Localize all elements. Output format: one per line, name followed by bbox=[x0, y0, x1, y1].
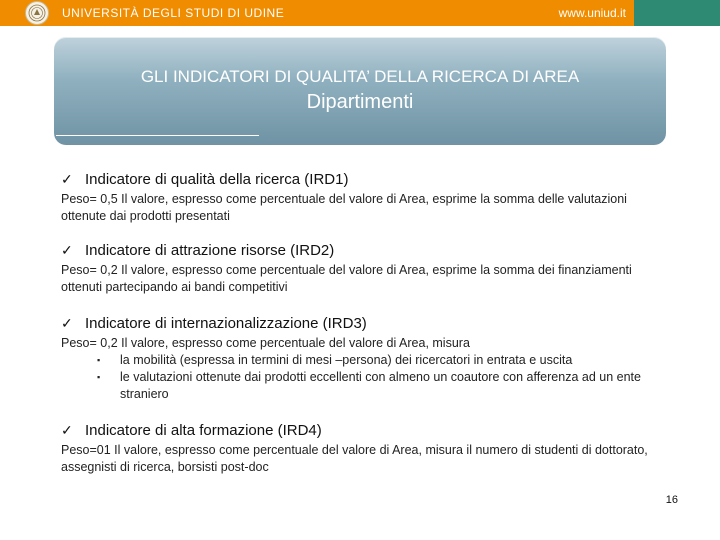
indicator-title: Indicatore di qualità della ricerca (IRD1) bbox=[85, 171, 349, 188]
indicator-description: Peso=01 Il valore, espresso come percentuale del valore di Area, misura il numero di studenti di dottorato, assegnisti di ricerca, borsisti post-doc bbox=[61, 443, 648, 474]
sub-list-item: ▪ la mobilità (espressa in termini di mesi –persona) dei ricercatori in entrata e uscita bbox=[97, 353, 573, 367]
indicator-item-ird2 bbox=[61, 242, 661, 296]
indicator-sub-list bbox=[61, 352, 661, 403]
indicator-description: Peso= 0,2 Il valore, espresso come percentuale del valore di Area, misura bbox=[61, 336, 470, 350]
indicator-title: Indicatore di attrazione risorse (IRD2) bbox=[85, 242, 335, 259]
indicator-item-ird4 bbox=[61, 422, 661, 476]
square-bullet-icon: ▪ bbox=[97, 355, 101, 365]
slide-title: GLI INDICATORI DI QUALITA’ DELLA RICERCA DI AREA bbox=[140, 67, 580, 86]
page-number: 16 bbox=[665, 494, 678, 506]
check-icon: ✓ bbox=[61, 242, 73, 258]
university-url-link[interactable]: www.uniud.it bbox=[558, 6, 626, 20]
indicator-title: Indicatore di alta formazione (IRD4) bbox=[85, 422, 322, 439]
university-seal-icon bbox=[25, 1, 49, 25]
banner-divider bbox=[56, 135, 259, 136]
slide-subtitle: Dipartimenti bbox=[306, 91, 414, 113]
indicator-description: Peso= 0,2 Il valore, espresso come percentuale del valore di Area, esprime la somma dei finanziamenti ottenuti partecipando ai bandi competitivi bbox=[61, 263, 632, 294]
indicator-item-ird1 bbox=[61, 171, 661, 225]
square-bullet-icon: ▪ bbox=[97, 372, 101, 382]
header-accent-block bbox=[634, 0, 720, 26]
university-name: UNIVERSITÀ DEGLI STUDI DI UDINE bbox=[62, 6, 285, 20]
indicator-title: Indicatore di internazionalizzazione (IRD3) bbox=[85, 315, 367, 332]
check-icon: ✓ bbox=[61, 422, 73, 438]
sub-list-item: ▪ le valutazioni ottenute dai prodotti eccellenti con almeno un coautore con afferenza ad un ente straniero bbox=[97, 370, 641, 401]
check-icon: ✓ bbox=[61, 315, 73, 331]
indicator-description: Peso= 0,5 Il valore, espresso come percentuale del valore di Area, esprime la somma delle valutazioni ottenute dai prodotti presentati bbox=[61, 192, 627, 223]
indicator-item-ird3 bbox=[61, 315, 661, 403]
check-icon: ✓ bbox=[61, 171, 73, 187]
